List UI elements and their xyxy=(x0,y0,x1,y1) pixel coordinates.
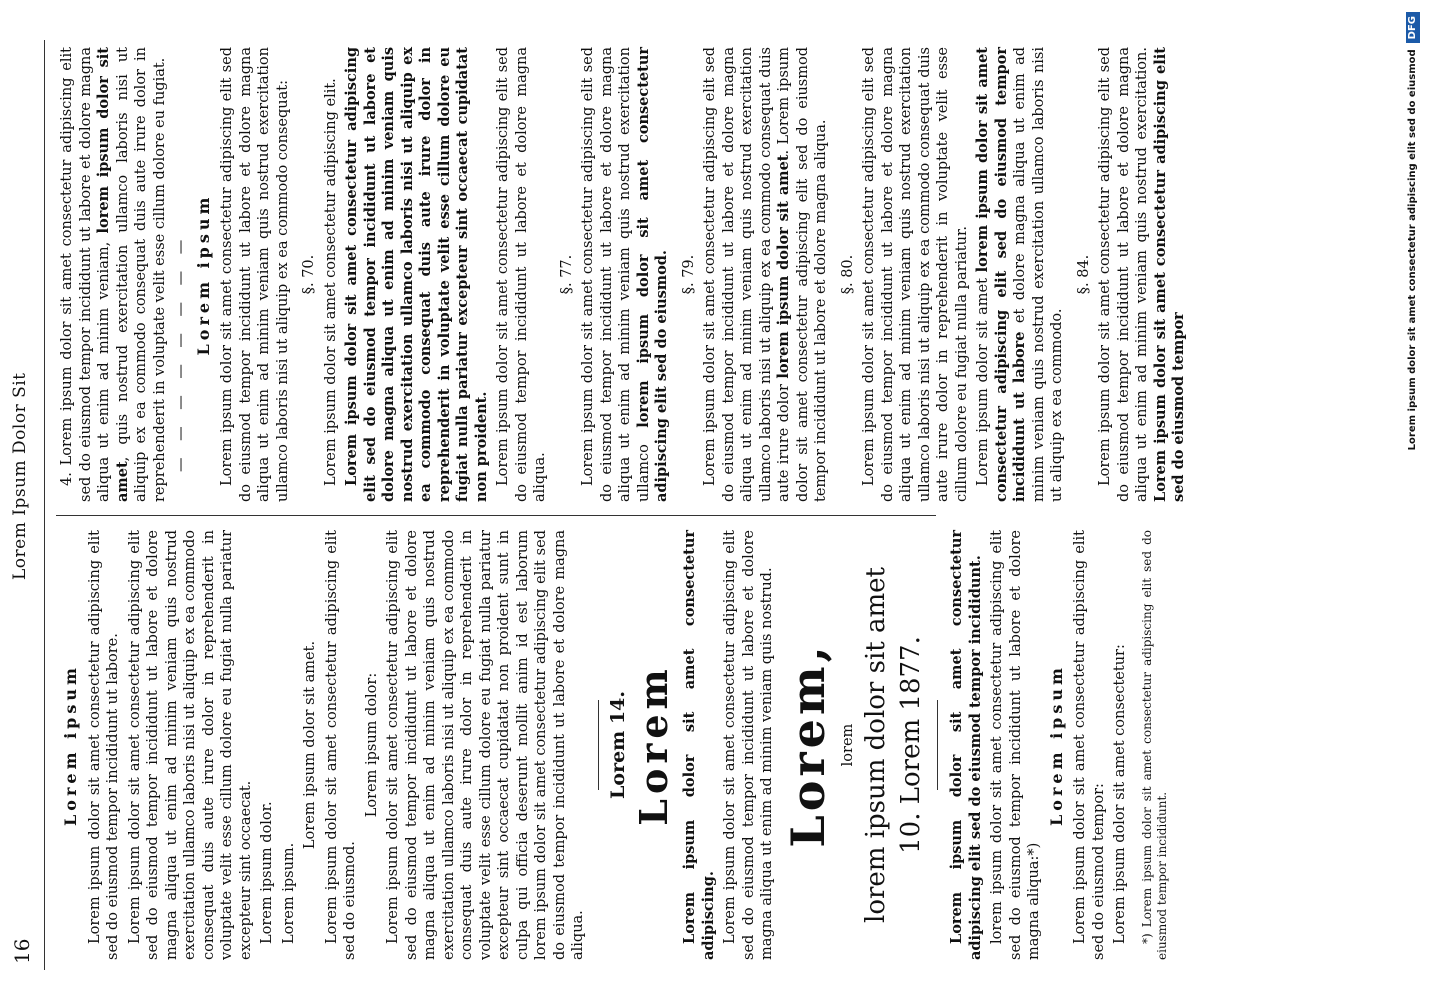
section-79-text-b: . Lorem ipsum dolor sit amet consectetur adipiscing elit sed do eiusmod tempor incididunt ut labore et dolore magna aliqua. xyxy=(776,47,829,502)
signatories-main: Lorem ipsum dolor sit amet consectetur adipiscing elit sed do eiusmod. xyxy=(323,530,358,960)
running-head: Lorem Ipsum Dolor Sit xyxy=(10,372,30,580)
footnote: *) Lorem ipsum dolor sit amet consectetur adipiscing elit sed do eiusmod tempor incididunt. xyxy=(1139,530,1169,960)
section-80-paragraph xyxy=(974,47,1067,502)
section-70-heading: §. 70. xyxy=(301,254,317,295)
section-80-text-b: Lorem ipsum dolor sit amet xyxy=(975,272,991,486)
dfg-logo: DFG xyxy=(1406,12,1420,43)
credit-line xyxy=(1403,12,1423,992)
motion-signatories: Lorem ipsum dolor sit amet consectetur adipiscing. xyxy=(681,530,717,960)
item-4-text-a: 4. Lorem ipsum dolor sit amet consectetur adipiscing elit sed do eiusmod tempor incididunt ut labore et dolore magna aliqua ut enim ad minim veniam, xyxy=(59,47,112,502)
section-80-emphasis: lorem ipsum dolor sit amet consectetur adipiscing elit sed do eiusmod tempor incididunt ut labore xyxy=(974,47,1028,502)
section-79-paragraph xyxy=(701,47,831,502)
section-84-text: Lorem ipsum dolor sit amet consectetur adipiscing elit sed do eiusmod tempor incididunt ut labore et dolore magna aliqua ut enim ad minim veniam quis nostrud exercitation. xyxy=(1097,47,1150,502)
section-79-emphasis: lorem ipsum dolor sit amet xyxy=(775,154,792,379)
section-84-emphasis: Lorem ipsum dolor sit amet consectetur adipiscing elit sed do eiusmod tempor xyxy=(1151,47,1187,502)
section-80-text-c: et dolore magna aliqua ut enim ad minim veniam quis nostrud exercitation ullamco laboris nisi ut aliquip ex ea commodo. xyxy=(1012,47,1065,502)
amendment-title-line-2: 10. Lorem 1877. xyxy=(896,636,926,854)
section-70-emphasis: Lorem ipsum dolor sit amet consectetur adipiscing elit sed do eiusmod tempor incididunt ut labore et dolore magna aliqua ut enim ad minim veniam quis nostrud exercitation ullamco laboris nisi ut aliquip ex ea commodo consequat duis aute irure dolor in reprehenderit in voluptate velit esse cillum dolore eu fugiat nulla pariatur excepteur sint occaecat cupidatat non proident. xyxy=(343,47,490,502)
article-2-list: Lorem ipsum dolor sit amet consectetur adipiscing elit sed do eiusmod tempor incididunt ut labore et dolore magna aliqua ut enim ad minim veniam quis nostrud exercitation ullamco laboris nisi ut aliquip ex ea commodo consequat duis aute irure dolor in reprehenderit in voluptate velit esse cillum dolore eu fugiat nulla pariatur excepteur sint occaecat. xyxy=(126,530,254,960)
motion-title: Lorem xyxy=(631,664,676,826)
section-70-text-b: Lorem ipsum dolor sit amet consectetur adipiscing elit sed do eiusmod tempor incididunt ut labore et dolore magna aliqua. xyxy=(495,47,548,502)
digitization-credit xyxy=(1393,0,1432,1000)
supporters-list: Lorem ipsum dolor sit amet consectetur adipiscing elit sed do eiusmod tempor incididunt ut labore et dolore magna aliqua ut enim ad minim veniam quis nostrud exercitation ullamco laboris nisi ut aliquip ex ea commodo consequat duis aute irure dolor in reprehenderit in voluptate velit esse cillum dolore eu fugiat nulla pariatur excepteur sint occaecat cupidatat non proident sunt in culpa qui officia deserunt mollit anim id est laborum lorem ipsum dolor sit amet consectetur adipiscing elit sed do eiusmod tempor incididunt ut labore et dolore magna aliqua. xyxy=(385,530,586,960)
column-divider xyxy=(56,515,936,516)
section-80-text-a: Lorem ipsum dolor sit amet consectetur adipiscing elit sed do eiusmod tempor incididunt ut labore et dolore magna aliqua ut enim ad minim veniam quis nostrud exercitation ullamco laboris nisi ut aliquip ex ea commodo consequat duis aute irure dolor in reprehenderit in voluptate velit esse cillum dolore eu fugiat nulla pariatur. xyxy=(861,47,970,502)
motion-text: Lorem ipsum dolor sit amet consectetur adipiscing elit sed do eiusmod tempor incididunt ut labore et dolore magna aliqua ut enim ad minim veniam quis nostrud. xyxy=(722,530,775,960)
section-77-text: Lorem ipsum dolor sit amet consectetur adipiscing elit sed do eiusmod tempor incididunt ut labore et dolore magna aliqua ut enim ad minim veniam quis nostrud exercitation ullamco xyxy=(580,47,652,502)
enacting-formula: Lorem ipsum dolor sit amet consectetur adipiscing elit sed do eiusmod tempor incididunt. xyxy=(948,530,984,960)
supported-by-label: Lorem ipsum dolor: xyxy=(363,672,380,818)
section-77-emphasis: lorem ipsum dolor sit amet consectetur adipiscing elit sed do eiusmod. xyxy=(634,46,670,502)
article-1-subtext: Lorem ipsum dolor sit amet consectetur: xyxy=(1112,644,1128,944)
dateline: Lorem ipsum dolor sit amet. xyxy=(302,640,318,850)
law-title: Lorem, xyxy=(780,642,835,848)
number-heading: Lorem 14. xyxy=(606,691,629,799)
section-79-heading: §. 79. xyxy=(680,254,697,295)
section-77-paragraph xyxy=(579,47,672,502)
left-column xyxy=(58,530,1173,960)
item-4-emphasis: lorem ipsum dolor sit amet xyxy=(95,47,131,502)
enacting-text: lorem ipsum dolor sit amet consectetur adipiscing elit sed do eiusmod tempor incididunt ut labore et dolore magna aliqua:*) xyxy=(989,530,1042,960)
section-rule xyxy=(598,700,599,790)
section-84-paragraph xyxy=(1096,47,1189,502)
page-number: 16 xyxy=(10,938,34,964)
article-1-heading: Lorem ipsum xyxy=(1046,664,1066,826)
section-84-heading: §. 84. xyxy=(1075,254,1092,295)
betreffend-line: lorem xyxy=(839,723,856,767)
article-2-heading: Lorem ipsum xyxy=(61,664,80,826)
gegeben-line: Lorem ipsum. xyxy=(280,842,297,944)
section-70-text-a: Lorem ipsum dolor sit amet consectetur adipiscing elit. xyxy=(322,78,339,486)
article-1-text: Lorem ipsum dolor sit amet consectetur adipiscing elit sed do eiusmod tempor: xyxy=(1072,530,1107,960)
urkundlich-line: Lorem ipsum dolor. xyxy=(259,801,275,944)
section-79-text-a: Lorem ipsum dolor sit amet consectetur adipiscing elit sed do eiusmod tempor incididunt ut labore et dolore magna aliqua ut enim ad minim veniam quis nostrud exercitation ullamco laboris nisi ut aliquip ex ea commodo consequat duis aute irure dolor xyxy=(702,47,792,502)
right-column xyxy=(58,47,1192,502)
section-80-heading: §. 80. xyxy=(839,254,856,295)
section-77-heading: §. 77. xyxy=(558,254,575,295)
amendment-title-line-1: lorem ipsum dolor sit amet xyxy=(861,567,891,923)
article-3-heading: Lorem ipsum xyxy=(193,193,213,356)
item-4-paragraph xyxy=(58,47,169,502)
article-3-text: Lorem ipsum dolor sit amet consectetur adipiscing elit sed do eiusmod tempor incididunt ut labore et dolore magna aliqua ut enim ad minim veniam quis nostrud exercitation ullamco laboris nisi ut aliquip ex ea commodo consequat: xyxy=(219,47,291,502)
dash-line: — — — — — — — — xyxy=(173,233,189,472)
credit-text: Lorem ipsum dolor sit amet consectetur adipiscing elit sed do eiusmod xyxy=(1407,49,1418,451)
item-4-text-b: , quis nostrud exercitation ullamco laboris nisi ut aliquip ex ea commodo consequat duis aute irure dolor in reprehenderit in voluptate velit esse cillum dolore eu fugiat. xyxy=(114,47,168,502)
header-rule xyxy=(44,40,45,970)
title-rule xyxy=(937,700,938,790)
article-2-text: Lorem ipsum dolor sit amet consectetur adipiscing elit sed do eiusmod tempor incididunt ut labore. xyxy=(86,530,121,960)
